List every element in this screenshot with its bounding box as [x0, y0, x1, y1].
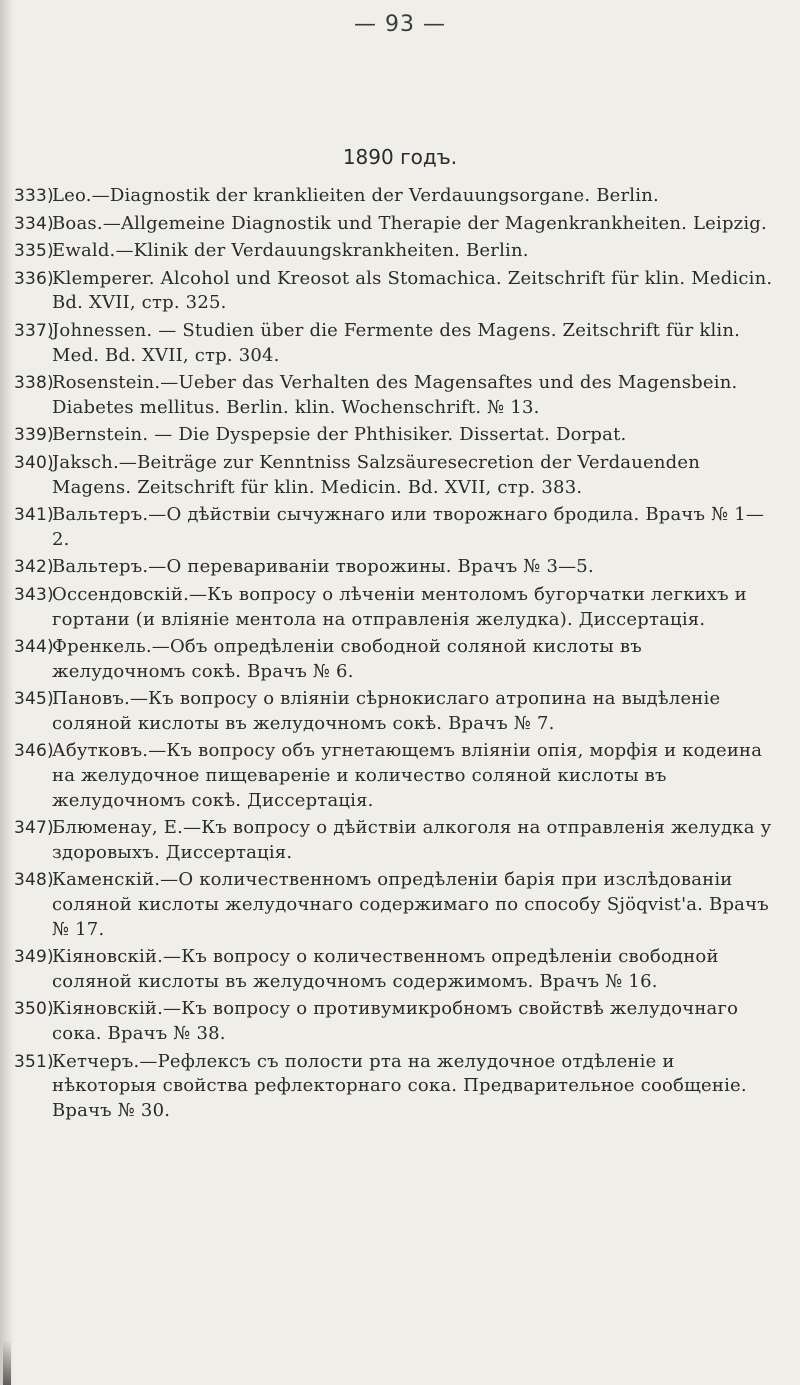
entry-text: Rosenstein.—Ueber das Verhalten des Magensaftes und des Magensbein. Diabetes mellitus. Berlin. klin. Wochenschrift. № 13.: [52, 372, 738, 418]
entry-number: 335): [14, 241, 54, 262]
entry-text: Ewald.—Klinik der Verdauungskrankheiten. Berlin.: [52, 240, 529, 262]
entry-text: Френкель.—Объ опредѣленіи свободной соляной кислоты въ желудочномъ сокѣ. Врачъ № 6.: [52, 636, 642, 682]
entry-text: Klemperer. Alcohol und Kreosot als Stomachica. Zeitschrift für klin. Medicin. Bd. XVII, стр. 325.: [52, 267, 773, 314]
entry-text: Leo.—Diagnostik der kranklieiten der Verdauungsorgane. Berlin.: [52, 185, 659, 206]
entry-number: 345): [14, 689, 54, 710]
bibliography-list: [14, 184, 776, 1126]
entry-text: Абутковъ.—Къ вопросу объ угнетающемъ вліяніи опія, морфія и кодеина на желудочное пищевареніе и количество соляной кислоты въ желудочномъ сокѣ. Диссертація.: [52, 740, 763, 811]
entry-text: Кетчеръ.—Рефлексъ съ полости рта на желудочное отдѣленіе и нѣкоторыя свойства рефлекторнаго сока. Предварительное сообщеніе. Врачъ № 30.: [52, 1050, 747, 1121]
entry-number: 336): [14, 268, 54, 289]
bibliography-entry: [14, 687, 776, 736]
entry-number: 343): [14, 584, 54, 605]
entry-number: 346): [14, 741, 54, 762]
entry-text: Jaksch.—Beiträge zur Kenntniss Salzsäuresecretion der Verdauenden Magens. Zeitschrift für klin. Medicin. Bd. XVII, стр. 383.: [52, 451, 701, 498]
entry-number: 337): [14, 320, 54, 341]
bibliography-entry: [14, 997, 776, 1046]
bibliography-entry: [14, 816, 776, 865]
entry-number: 333): [14, 186, 54, 206]
page-binding-edge: [0, 0, 14, 1385]
bibliography-entry: [14, 239, 776, 264]
entry-number: 348): [14, 870, 54, 891]
bibliography-entry: [14, 739, 776, 813]
entry-number: 342): [14, 557, 54, 578]
entry-text: Пановъ.—Къ вопросу о вліяніи сѣрнокислаго атропина на выдѣленіе соляной кислоты въ желудочномъ сокѣ. Врачъ № 7.: [52, 688, 721, 734]
bibliography-entry: [14, 945, 776, 994]
entry-number: 339): [14, 425, 54, 446]
entry-number: 347): [14, 818, 54, 839]
year-heading: 1890 годъ.: [342, 145, 458, 169]
bibliography-entry: [14, 555, 776, 580]
bibliography-entry: [14, 503, 776, 552]
bibliography-entry: [14, 451, 776, 500]
entry-text: Кіяновскій.—Къ вопросу о противумикробномъ свойствѣ желудочнаго сока. Врачъ № 38.: [52, 998, 739, 1044]
entry-text: Johnessen. — Studien über die Fermente des Magens. Zeitschrift für klin. Med. Bd. XVII, стр. 304.: [52, 319, 741, 366]
bibliography-entry: [14, 583, 776, 632]
entry-text: Блюменау, Е.—Къ вопросу о дѣйствіи алкоголя на отправленія желудка у здоровыхъ. Диссертація.: [52, 817, 772, 863]
entry-number: 338): [14, 373, 54, 394]
entry-number: 340): [14, 452, 54, 473]
entry-text: Оссендовскій.—Къ вопросу о лѣченіи ментоломъ бугорчатки легкихъ и гортани (и вліяніе ментола на отправленія желудка). Диссертація.: [52, 583, 747, 630]
entry-number: 350): [14, 999, 54, 1020]
bibliography-entry: [14, 371, 776, 420]
bibliography-entry: [14, 635, 776, 684]
entry-text: Boas.—Allgemeine Diagnostik und Therapie der Magenkrankheiten. Leipzig.: [52, 212, 767, 234]
page-number: — 93 —: [354, 12, 446, 37]
entry-text: Кіяновскій.—Къ вопросу о количественномъ опредѣленіи свободной соляной кислоты въ желудочномъ содержимомъ. Врачъ № 16.: [52, 946, 719, 992]
entry-text: Bernstein. — Die Dyspepsie der Phthisiker. Dissertat. Dorpat.: [52, 424, 627, 446]
bibliography-entry: [14, 212, 776, 237]
entry-number: 349): [14, 947, 54, 968]
bibliography-entry: [14, 423, 776, 448]
bibliography-entry: [14, 267, 776, 316]
entry-number: 341): [14, 505, 54, 526]
bibliography-entry: [14, 319, 776, 368]
entry-text: Вальтеръ.—О переваривaніи творожины. Врачъ № 3—5.: [52, 556, 594, 578]
entry-number: 344): [14, 637, 54, 658]
bibliography-entry: [14, 868, 776, 942]
entry-text: Каменскій.—О количественномъ опредѣленіи барія при изслѣдованіи соляной кислоты желудочнаго содержимаго по способу Sjöqvist'а. Врачъ № 17.: [52, 869, 769, 940]
entry-number: 334): [14, 213, 54, 234]
entry-number: 351): [14, 1051, 54, 1072]
bibliography-entry: [14, 1050, 776, 1124]
entry-text: Вальтеръ.—О дѣйствіи сычужнаго или творожнаго бродила. Врачъ № 1—2.: [52, 504, 765, 550]
bibliography-entry: [14, 184, 776, 209]
